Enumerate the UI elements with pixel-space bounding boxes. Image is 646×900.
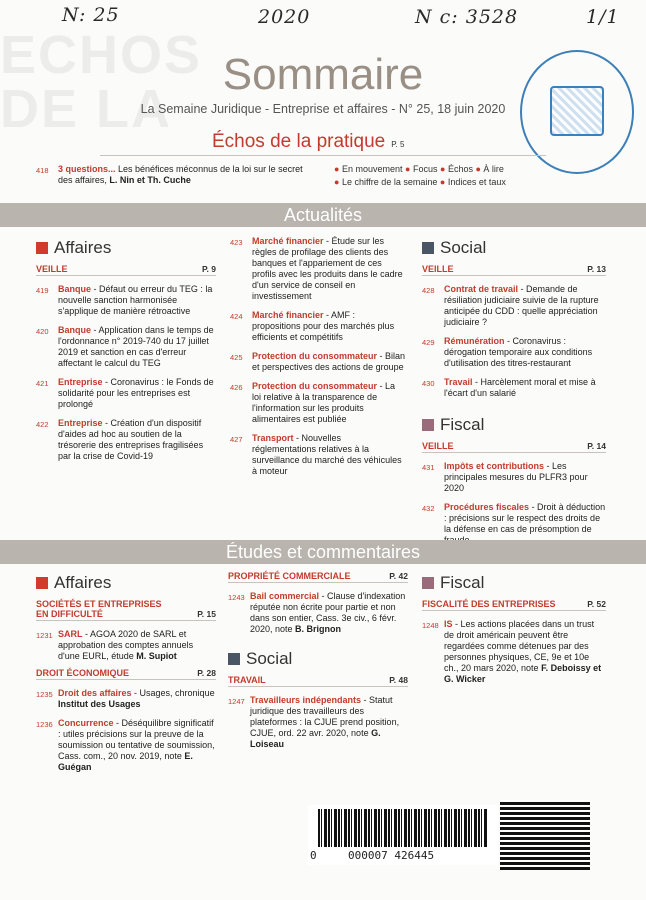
echos-title: Échos de la pratique [212,131,386,152]
list-item: 421 Entreprise - Coronavirus : le Fonds de solidarité pour les entreprises est prolongé [36,377,214,409]
list-item: 428 Contrat de travail - Demande de résiliation judiciaire suivie de la rupture anticipée du CDD : quelle appréciation judiciaire ? [422,284,599,327]
list-item: 1243 Bail commercial - Clause d'indexation réputée non écrite pour partie et non dans son entier, Cass. 3e civ., 6 févr. 2020, note B. Brignon [228,591,406,634]
handwritten-reference: N c: 3528 [415,6,519,28]
barcode [308,805,498,865]
list-item: 422 Entreprise - Création d'un dispositif d'aides ad hoc au soutien de la trésorerie des entreprises fragilisées par la crise de Covid-19 [36,418,204,461]
divider [100,155,546,156]
list-item: 429 Rémunération - Coronavirus : dérogation temporaire aux conditions d'utilisation des titres-restaurant [422,336,593,368]
list-item: 419 Banque - Défaut ou erreur du TEG : la nouvelle sanction harmonisée s'applique de manière rétroactive [36,284,213,316]
pink-square-icon [422,577,434,589]
page-subtitle: La Semaine Juridique - Entreprise et affaires - N° 25, 18 juin 2020 [140,102,506,116]
list-item: 423 Marché financier - Étude sur les règles de profilage des clients des banques et l'appariement de ces profils avec les produits dans le cadre d'un service de conseil en investissement [230,236,403,301]
background-watermark-text: ECHOS [0,25,203,85]
section-heading-social: Social [422,238,606,258]
page-title: Sommaire [222,50,424,99]
category-header: TRAVAIL P. 48 [228,675,408,685]
etudes-affaires-column [36,573,216,773]
barcode-lead-digit: 0 [310,849,317,862]
section-band-actualites: Actualités [0,203,646,227]
actualites-affaires-column [36,238,216,462]
barcode-addon-icon [500,800,590,870]
list-item: 1235 Droit des affaires - Usages, chronique Institut des Usages [36,688,215,709]
list-item: 427 Transport - Nouvelles réglementations relatives à la surveillance du marché des véhicules à moteur [230,433,402,476]
list-item: 432 Procédures fiscales - Droit à déduction : précisions sur le respect des droits de la défense en cas de présomption de [422,502,606,534]
barcode-bars-icon [318,809,488,847]
background-watermark-text: DE LA [0,79,172,139]
category-header: FISCALITÉ DES ENTREPRISES P. 52 [422,599,606,609]
section-heading-affaires: Affaires [36,238,216,258]
barcode-digits: 000007 426445 [348,849,435,862]
list-item: 426 Protection du consommateur - La loi relative à la transparence de l'information sur les produits alimentaires est publiée [230,381,396,424]
pink-square-icon [422,419,434,431]
section-heading-fiscal: Fiscal [422,415,606,435]
blue-square-icon [422,242,434,254]
list-item: 1231 SARL - AGOA 2020 de SARL et approbation des comptes annuels d'une EURL, étude M. Supiot [36,629,194,661]
category-header: VEILLE P. 9 [36,264,216,274]
actualites-right-column [422,238,606,546]
category-header: SOCIÉTÉS ET ENTREPRISES EN DIFFICULTÉ P. 15 [36,599,216,619]
list-item: 420 Banque - Application dans le temps de l'ordonnance n° 2019-740 du 17 juillet 2019 et sanction en cas d'erreur affectant le calcul du TEG [36,325,214,368]
handwritten-page: 1/1 [586,6,620,28]
list-item: 431 Impôts et contributions - Les principales mesures du PLFR3 pour 2020 [422,461,588,493]
section-band-etudes: Études et commentaires [0,540,646,564]
list-item: 430 Travail - Harcèlement moral et mise à l'écart d'un salarié [422,377,596,398]
actualites-middle-column [230,236,406,477]
handwritten-year: 2020 [258,6,311,28]
list-item: 1236 Concurrence - Déséquilibre significatif : utiles précisions sur la preuve de la soumission ou tentative de soumission, Cass. com., 20 nov. 2019, note E. Guégan [36,718,215,772]
etudes-fiscal-column [422,573,606,685]
list-item: 1248 IS - Les actions placées dans un trust de droit américain peuvent être regardées comme détenues par des personnes physiques, CE, 9e et 10e ch., 20 mars 2020, note F. Deboissy et G. Wicker [422,619,602,684]
echos-rubric-list: ● En mouvement ● Focus ● Échos ● À lire ● Le chiffre de la semaine ● Indices et taux [334,164,506,187]
category-header: PROPRIÉTÉ COMMERCIALE P. 42 [228,571,408,581]
blue-square-icon [228,653,240,665]
section-heading-affaires: Affaires [36,573,216,593]
category-header: DROIT ÉCONOMIQUE P. 28 [36,668,216,678]
red-square-icon [36,242,48,254]
section-heading-fiscal: Fiscal [422,573,606,593]
echos-heading [212,131,404,153]
section-heading-social: Social [228,649,408,669]
category-header: VEILLE P. 13 [422,264,606,274]
category-header: VEILLE P. 14 [422,441,606,451]
list-item: 425 Protection du consommateur - Bilan et perspectives des actions de groupe [230,351,406,372]
echos-entry: 418 3 questions... Les bénéfices méconnus de la loi sur le secret des affaires, L. Nin et Th. Cuche [36,164,303,185]
list-item: 1247 Travailleurs indépendants - Statut juridique des travailleurs des plateformes : la CJUE prend position, CJUE, ord. 22 avr. 2020, note G. Loiseau [228,695,400,749]
list-item: 424 Marché financier - AMF : propositions pour des marchés plus efficients et compétitifs [230,310,395,342]
echos-page: P. 5 [391,140,405,149]
handwritten-issue-number: N: 25 [62,4,120,26]
etudes-middle-column [228,571,408,750]
red-square-icon [36,577,48,589]
